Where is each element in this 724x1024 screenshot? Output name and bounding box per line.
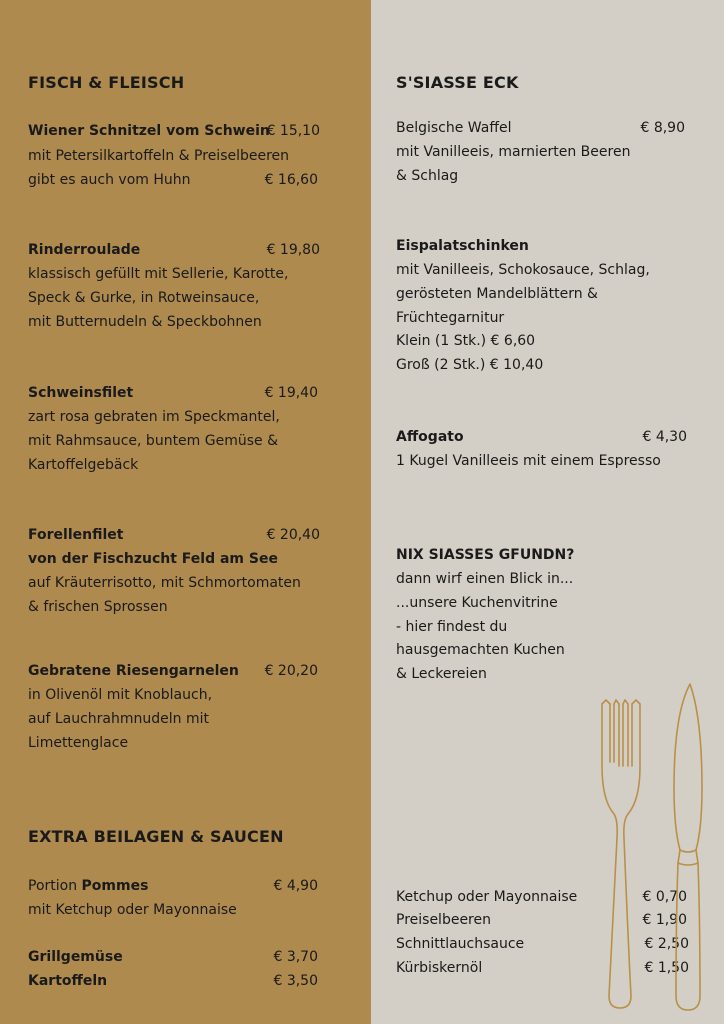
kartoffeln-name: Kartoffeln <box>28 973 108 989</box>
extra-beilagen-heading: EXTRA BEILAGEN & SAUCEN <box>28 827 284 846</box>
ssiasse-eck-heading: S'SIASSE ECK <box>396 73 519 92</box>
forelle-price: € 20,40 <box>266 527 320 543</box>
cutlery-illustration <box>590 678 714 1018</box>
affogato-price: € 4,30 <box>642 429 687 445</box>
waffel-desc-1: mit Vanilleeis, marnierten Beeren <box>396 144 631 160</box>
roulade-desc-1: klassisch gefüllt mit Sellerie, Karotte, <box>28 266 289 282</box>
sauce-preiselbeeren-price: € 1,90 <box>642 912 687 928</box>
waffel-name: Belgische Waffel <box>396 120 512 136</box>
schweinsfilet-desc-3: Kartoffelgebäck <box>28 457 139 473</box>
garnelen-desc-3: Limettenglace <box>28 735 129 751</box>
waffel-desc-2: & Schlag <box>396 168 459 184</box>
garnelen-price: € 20,20 <box>264 663 318 679</box>
schnitzel-price: € 15,10 <box>266 123 320 139</box>
forelle-desc-2: & frischen Sprossen <box>28 599 168 615</box>
forelle-origin: von der Fischzucht Feld am See <box>28 551 278 567</box>
eispalatschinken-desc-3: Früchtegarnitur <box>396 310 505 326</box>
sauce-ketchup-price: € 0,70 <box>642 889 687 905</box>
nix-siasses-line-4: hausgemachten Kuchen <box>396 642 565 658</box>
sauce-preiselbeeren-name: Preiselbeeren <box>396 912 491 928</box>
kartoffeln-price: € 3,50 <box>273 973 318 989</box>
pommes-line <box>28 876 148 896</box>
sauce-schnittlauch-name: Schnittlauchsauce <box>396 936 525 952</box>
sauce-schnittlauch-price: € 2,50 <box>644 936 689 952</box>
eispalatschinken-name: Eispalatschinken <box>396 238 529 254</box>
nix-siasses-line-1: dann wirf einen Blick in... <box>396 571 574 587</box>
forelle-name: Forellenfilet <box>28 527 124 543</box>
fork-icon <box>602 700 640 1008</box>
roulade-name: Rinderroulade <box>28 242 141 258</box>
pommes-prefix: Portion <box>28 878 82 894</box>
schweinsfilet-price: € 19,40 <box>264 385 318 401</box>
nix-siasses-line-3: - hier findest du <box>396 619 508 635</box>
garnelen-desc-2: auf Lauchrahmnudeln mit <box>28 711 209 727</box>
sauce-kuerbiskernoel-price: € 1,50 <box>644 960 689 976</box>
schweinsfilet-desc-2: mit Rahmsauce, buntem Gemüse & <box>28 433 279 449</box>
schweinsfilet-desc-1: zart rosa gebraten im Speckmantel, <box>28 409 280 425</box>
roulade-desc-3: mit Butternudeln & Speckbohnen <box>28 314 262 330</box>
nix-siasses-line-2: ...unsere Kuchenvitrine <box>396 595 558 611</box>
nix-siasses-heading: NIX SIASSES GFUNDN? <box>396 547 575 563</box>
knife-icon <box>674 684 702 1010</box>
waffel-price: € 8,90 <box>640 120 685 136</box>
affogato-name: Affogato <box>396 429 464 445</box>
pommes-name: Pommes <box>81 878 149 894</box>
garnelen-name: Gebratene Riesengarnelen <box>28 663 239 679</box>
schnitzel-huhn: gibt es auch vom Huhn <box>28 172 191 188</box>
schnitzel-huhn-price: € 16,60 <box>264 172 318 188</box>
schweinsfilet-name: Schweinsfilet <box>28 385 134 401</box>
eispalatschinken-klein: Klein (1 Stk.) € 6,60 <box>396 333 536 349</box>
grillgemuese-name: Grillgemüse <box>28 949 123 965</box>
fisch-fleisch-heading: FISCH & FLEISCH <box>28 73 185 92</box>
roulade-price: € 19,80 <box>266 242 320 258</box>
garnelen-desc-1: in Olivenöl mit Knoblauch, <box>28 687 213 703</box>
pommes-price: € 4,90 <box>273 878 318 894</box>
schnitzel-desc: mit Petersilkartoffeln & Preiselbeeren <box>28 148 290 164</box>
pommes-desc: mit Ketchup oder Mayonnaise <box>28 902 237 918</box>
forelle-desc-1: auf Kräuterrisotto, mit Schmortomaten <box>28 575 301 591</box>
grillgemuese-price: € 3,70 <box>273 949 318 965</box>
eispalatschinken-desc-2: gerösteten Mandelblättern & <box>396 286 598 302</box>
nix-siasses-line-5: & Leckereien <box>396 666 487 682</box>
sauce-ketchup-name: Ketchup oder Mayonnaise <box>396 889 578 905</box>
sauce-kuerbiskernoel-name: Kürbiskernöl <box>396 960 483 976</box>
eispalatschinken-gross: Groß (2 Stk.) € 10,40 <box>396 357 544 373</box>
schnitzel-name: Wiener Schnitzel vom Schwein <box>28 123 270 139</box>
affogato-desc: 1 Kugel Vanilleeis mit einem Espresso <box>396 453 661 469</box>
eispalatschinken-desc-1: mit Vanilleeis, Schokosauce, Schlag, <box>396 262 650 278</box>
roulade-desc-2: Speck & Gurke, in Rotweinsauce, <box>28 290 260 306</box>
